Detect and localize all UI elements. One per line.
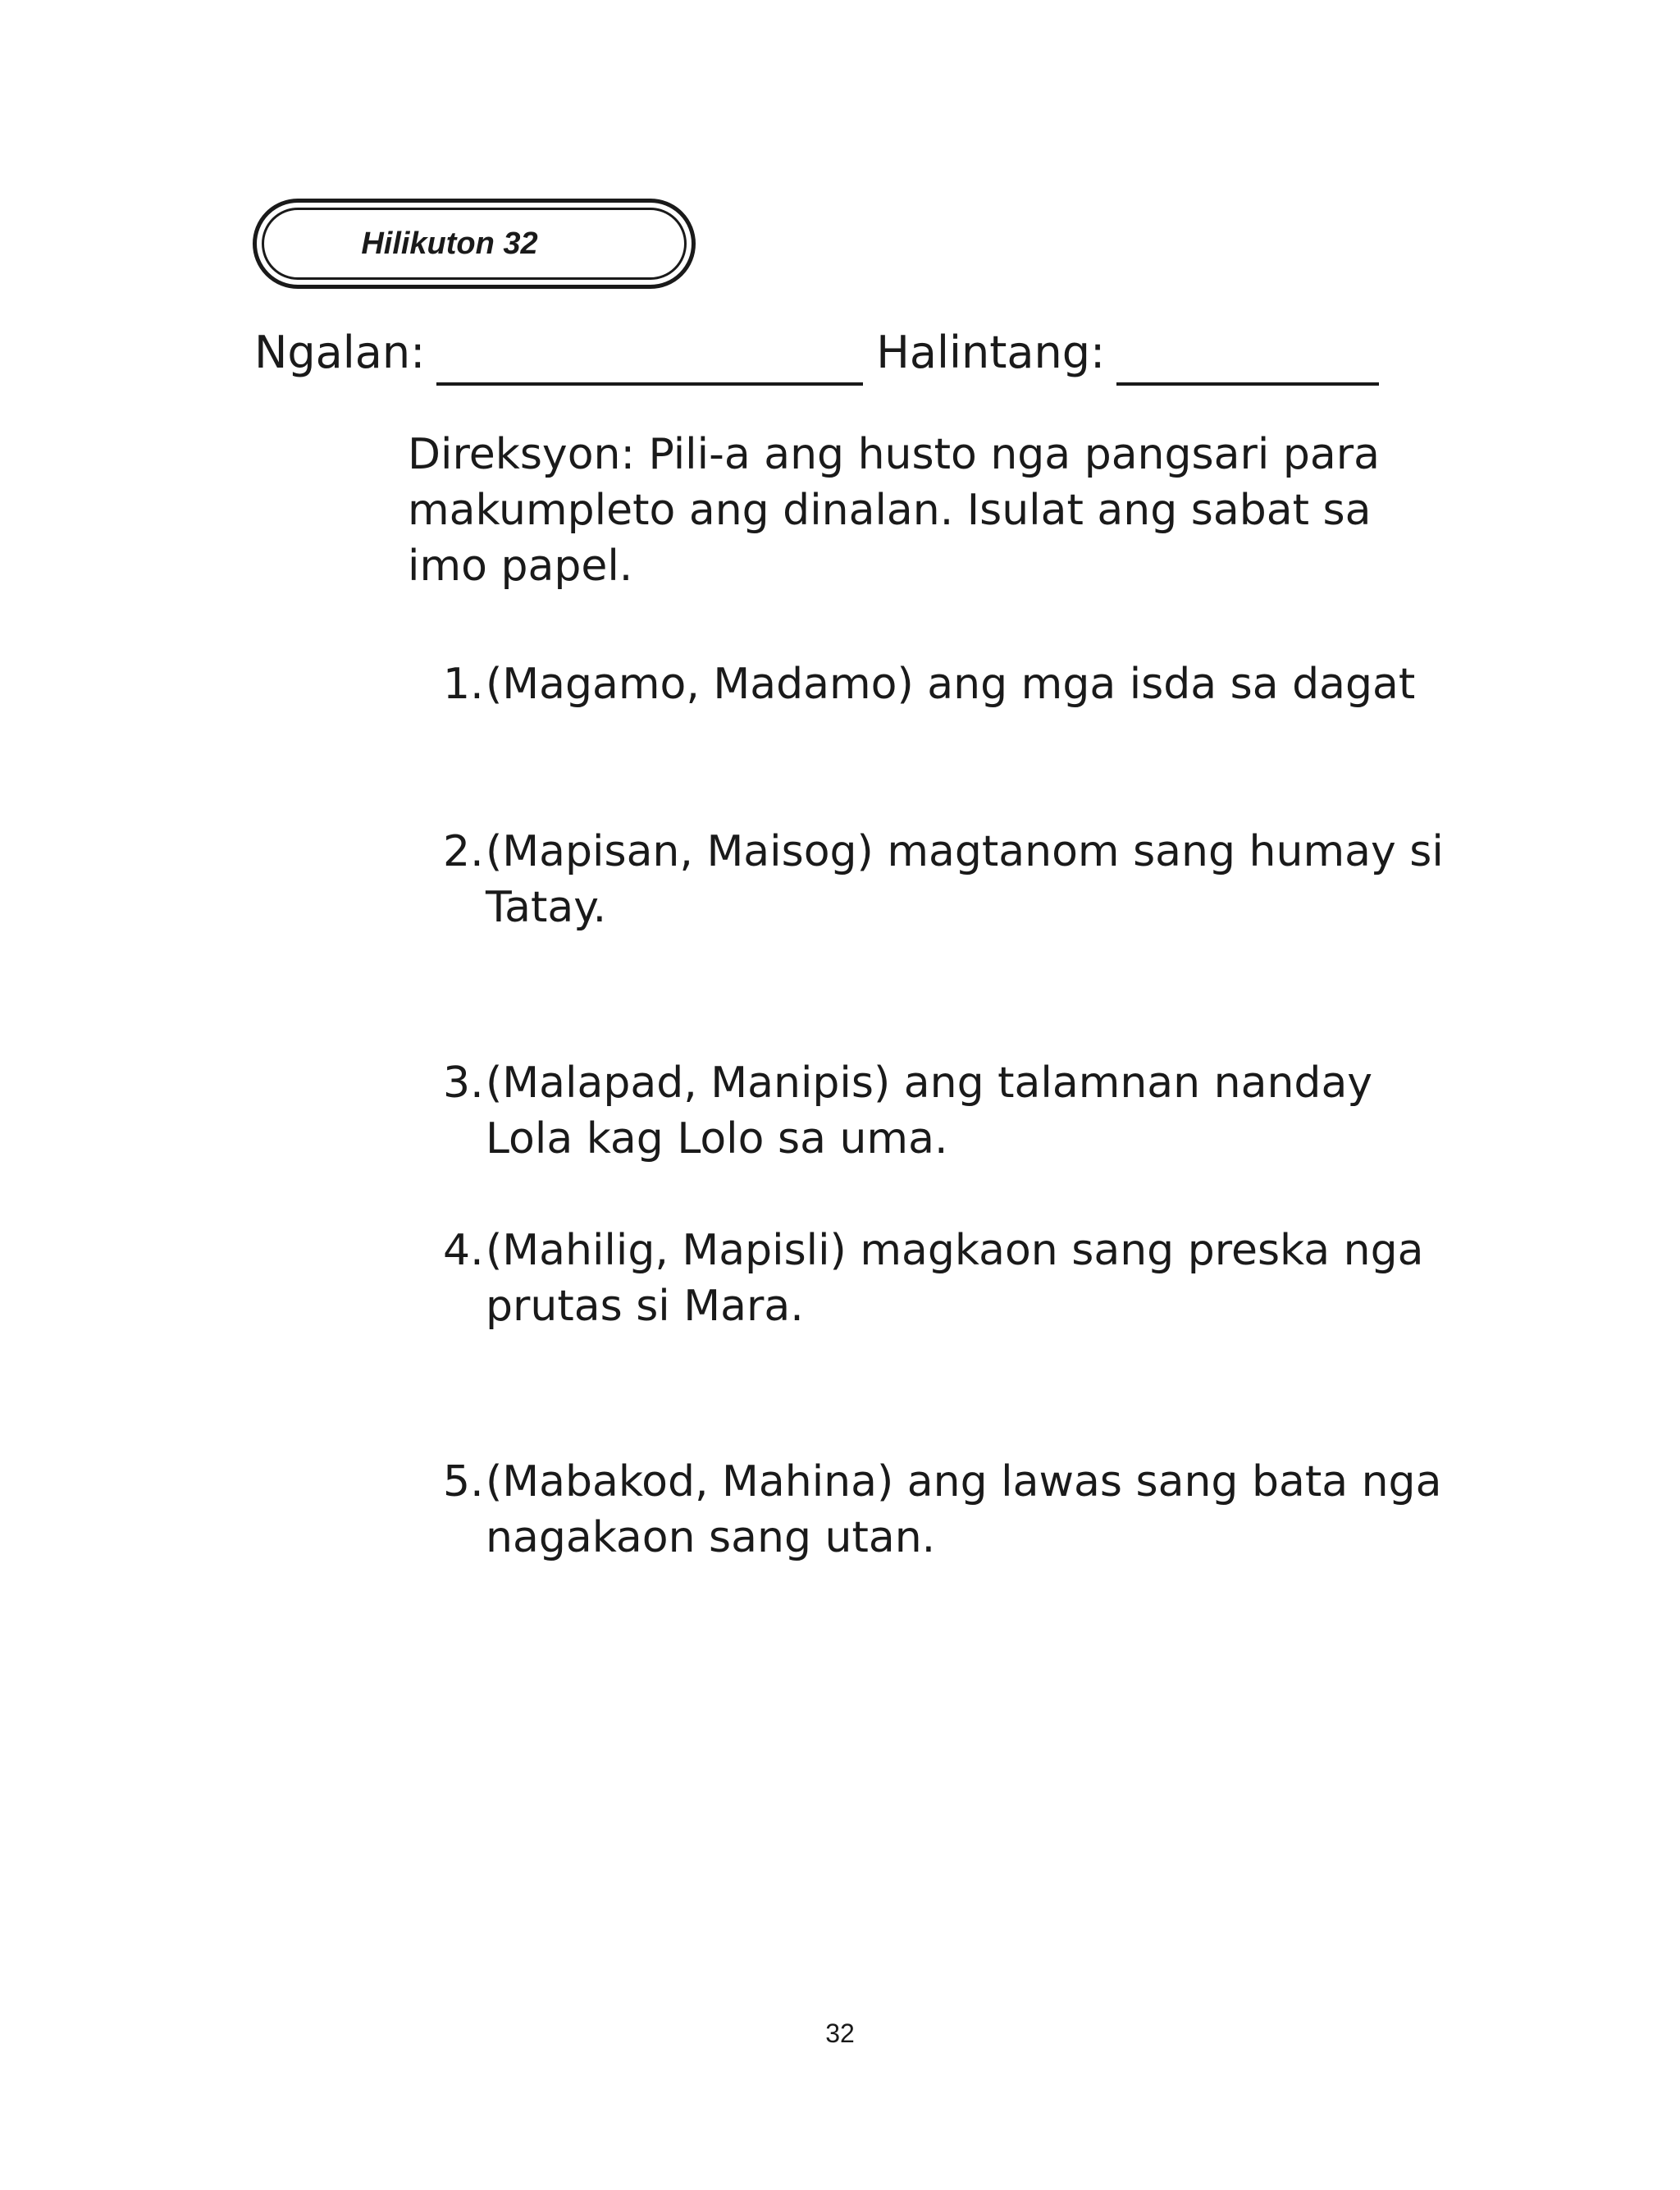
item-text: (Mahilig, Mapisli) magkaon sang preska nga prutas si Mara. (486, 1226, 1424, 1331)
directions-text: Direksyon: Pili-a ang husto nga pangsari para makumpleto ang dinalan. Isulat ang sabat sa imo papel. (408, 430, 1380, 591)
name-blank-line[interactable] (436, 331, 863, 386)
page-number: 32 (825, 2019, 855, 2048)
grade-label: Halintang: (876, 327, 1106, 378)
activity-title-badge (253, 199, 696, 289)
list-item (443, 1223, 1460, 1334)
item-text: (Mabakod, Mahina) ang lawas sang bata nga nagakaon sang utan. (486, 1457, 1442, 1562)
list-item (443, 824, 1460, 935)
grade-blank-line[interactable] (1116, 331, 1379, 386)
name-grade-row (254, 320, 1403, 386)
item-number: 1. (443, 660, 484, 709)
activity-title: Hilikuton 32 (361, 226, 538, 261)
list-item (443, 1454, 1460, 1566)
list-item (443, 1055, 1460, 1167)
name-label: Ngalan: (254, 327, 426, 378)
item-number: 4. (443, 1226, 484, 1275)
item-number: 2. (443, 827, 484, 876)
item-text: (Malapad, Manipis) ang talamnan nanday Lola kag Lolo sa uma. (486, 1058, 1373, 1164)
item-text: (Magamo, Madamo) ang mga isda sa dagat (486, 660, 1416, 709)
item-text: (Mapisan, Maisog) magtanom sang humay si Tatay. (486, 827, 1444, 932)
list-item (443, 656, 1460, 712)
item-number: 3. (443, 1058, 484, 1108)
item-number: 5. (443, 1457, 484, 1506)
